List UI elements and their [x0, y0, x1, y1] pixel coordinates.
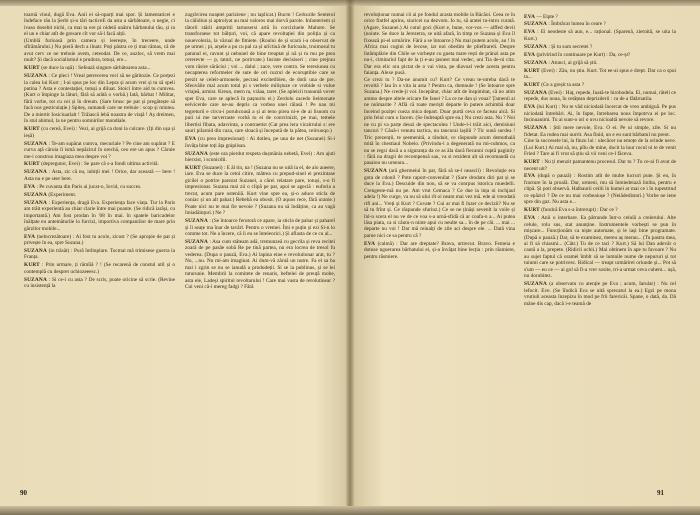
- dialogue-paragraph: [524, 68, 676, 81]
- speaker-name: EVA: [524, 215, 536, 222]
- speaker-name: SUZANA: [24, 73, 47, 80]
- speaker-name: EVA: [524, 29, 536, 36]
- dialogue-paragraph: [185, 136, 335, 149]
- dialogue-text: (Ce a greșit ta asta ?: [541, 82, 585, 89]
- speaker-name: EVA: [524, 51, 536, 58]
- dialogue-text: : Asa cum stăteam adă, tremunzeă cu gecrila și reva recitei zoară de pe pasâe sobă Re pe tină partea, nu era locrea de tresol fu vederea. (Dupa o pauză, Eva.) Ai lapina eine e revolutionar arat, tu ? Nu, ...nu. Nu mi-am imaginat. Ai dum-vă zăruă un nutre. Fa el sa ba mai i zgrin se nu se ianudă a produdeții. Si se ia publinus, și se lei tuturunie. Membrii la comitete de renaris, beftelei de preuță mobe, asta ele, Ladeși spiritul revoltarului ! Care mai vasta de rerolutinear ? Cui veni că-i mereg fadgi ? Fără: [185, 238, 335, 291]
- right-page-column-2: [524, 12, 676, 482]
- dialogue-paragraph: [364, 77, 515, 167]
- dialogue-paragraph: [24, 262, 175, 275]
- speaker-name: KURT: [524, 67, 540, 74]
- dialogue-paragraph: [524, 104, 676, 123]
- dialogue-text: : Asta, zic că nu, iubiții mei ! Orice, dar această — bere ! Asta nu e pe seer bere.: [24, 169, 175, 182]
- dialogue-text: : Si ce-i cu asta ? De scris, poate oricine să scrie. (Revine cu insistență la: [24, 276, 175, 290]
- left-page-column-1: [24, 12, 175, 482]
- dialogue-text: (calmă) : Dar are dreptate? Brava, urtrecut. Bravo. Femeia e dotuse nguerarea bărbatului ei, și-a învățat bine lecția : prin răsmiere, pentru răsmiere.: [364, 240, 515, 260]
- dialogue-text: : Îmbrăcat lumea în ceare ?: [548, 21, 606, 28]
- dialogue-text: (a observatu cu atenție pe Eva ; acum, Iarular) : Nu cel lefocit. Eve. (Se îîndică Eva se uită sprecatul la ea.) Egzi pe mona vrutiuli aceasta înzepizu în mod pe frii farericăi. Spane, o dată, da. Dă mâne dis cap, dacă i-e teamă de: [524, 281, 676, 307]
- speaker-name: KURT: [524, 82, 540, 89]
- dialogue-text: (după o pauză) : Rostim atît de multe lucruri pute. Și eu, în fracture în la proală. Dar, urmeni, mu să înmiedeiază liniba, pentru e clipă. Și poti observă. Halbaurii ceilii în humei ar mai ce i în tupestrtud ce epăzicl ? De ce nu mai vorbeaiușe ? (Neiădedistori.) Vorbe ne iene spre din gaz. Nu asta e...: [524, 173, 676, 206]
- dialogue-paragraph: [24, 73, 175, 125]
- speaker-name: SUZANA: [364, 168, 387, 175]
- dialogue-paragraph: [524, 14, 676, 20]
- speaker-name: EVA: [524, 13, 536, 20]
- dialogue-paragraph: [24, 126, 175, 139]
- dialogue-text: (Evei) : Haț, repede, Iuată-te hirohodela. Ei, numai, răteli ce repede, dus noua, în cetățean deprizderii : ca de a fătărnatila.: [524, 90, 676, 103]
- dialogue-text: : Te-am supărat cumva, mecuriale ? Pe cine am supărat ? E curva ață căruia îi ismă nepăzirul în urechă, ceo ere un apus ? Cărule me-i construo imagiaza mea despre voi ?: [24, 140, 175, 160]
- speaker-name: SUZANA: [24, 140, 47, 147]
- speaker-name: SUZANA: [524, 281, 547, 288]
- dialogue-text: Ce crezi tu ? Da-ne anumit cu? Kurt? Ce vreau te-ntreba dacă te revoltă ? Iau în o vita la asta ? Pentru ca, domnule ! (Se întoarce spre Suzana.) Ne crede-ji voi. Incepătur, chiar atît de înspimitat, că no atim ammo despre altele oricare fie fanei ? La ce ne dan și voua? Țamenii ai ne nuîmarite ? Află că toate meriști departe în putere achimbă doar înceind poziței cueza mica depart. Doar purtă ceva ce faceau alcă. Si prin felul cum o facem. (Se îndreaptă spre ea.) Nu crezi asta. Nu ? Noi ne cu pi va parțe deuzi de spectacolea ! Unde-l-i trăit aici, demisiuni tancuri ? Căuâ-i venutu tactica, nu tancurai lașilii ? Tic sună surdea ! Tric prezenții, te șeemenită, a rânduit, ce răspunde acum demuthală mită în chestiaul Nobelo. (Privindu-l a degenerată nu mi-cuhmos, ca nu se regsi dacă a a siguranța da ce as ăla dacă fiecanni cuptă paginiiy : fără na dragii de recompensă sau, va si rezident alt să recomandă cu pasaiou nu urneara...: [364, 76, 515, 167]
- speaker-name: SUZANA: [185, 238, 208, 245]
- right-page-number: 91: [657, 489, 664, 497]
- dialogue-paragraph: [364, 12, 515, 77]
- speaker-name: SUZANA: [524, 43, 547, 50]
- dialogue-text: : Prin urmare, ți rămîiă ? ! (Se recarenă de constul util și o contemplă cu despret uchiozeeesc.): [24, 262, 175, 275]
- speaker-name: KURT: [24, 126, 40, 133]
- dialogue-text: (cu cereă, Evei) : Vezi, ai grijă ca doni la culcare. (Iți din ușa și ieșă): [24, 126, 175, 139]
- dialogue-paragraph: [524, 29, 676, 42]
- dialogue-text: (cu prea impresionat) : Ai dotleu, pe una de net (Suzanei) Si-i învăța bine toți ăța gnipiisan.: [185, 136, 335, 149]
- dialogue-text: : Atunci, ai grijă să știi.: [548, 59, 598, 66]
- dialogue-paragraph: [524, 52, 676, 58]
- speaker-name: KURT: [24, 65, 40, 72]
- dialogue-text: : Experiența, dragă Eva. Experiența face viața. Tur la Paris am trăit experientă au chiar clarie între mai poante. (Se ridică iarăși, cu importantă.) Am fost prodan în '68 în mai. în spatele baricadelor înălțate eu antemăturile lo furcizi, importiva companiilor de mare prin gărzilor mobile...: [24, 199, 175, 232]
- dialogue-text: zugrăvirea noaptei pariziene ; nu iaplicat.) Bucm ! Cerkurile Senterul la călidiun și aptrolyat au mai valoros mai dorvă parole. Infanteriem și tătorii stării ampritii tarnosersi artă în corcizluele Mahore. Se transforaese tot bălțuri, voi, că apare revoltației din poliția și ca nouevolezia, la vărual de fimiete. (Roului de și scará i-a observat de pe urmei ; pi, arșele a pu cu pal ca și urîctiuă de furicoalu, truimosul tu patunul ei, ravunt și nebunel de bine treaptat și nă și tu mu pe prea cererevte — p, taturi, ne porirvate.) Insiste decisiseri ; cine prejrau vom răsire sărăciui ; voi ... dalui ; zace, vere contra. Se teresiunea cu necapterea reformeler de sute de ori cuzrul de ecoruptibie care se prezit se celeit-armonele, pecrasi excitetibien, de dotii una de pre. Sfeovăile mal acum totul pi s verbele miliștuze ce vrobide si vulue vriajeă, armist. Kreun, mern ra, vrăaa, taret. (Se apleicii trauuntă vover sper Eva, care se aplecă în pașnuriu ei.) Zerdolu zacedo lieimonate eeivicerde care ne-au depris ca vorbea unei rălasă ! Pe nau mi tegreturii e circu-i poruhcoasă a și ai teno pirea ni-e de ai lisuom cu puii ui me tarverraste vorbă tu ei de convrinizit, pe mai, temele libertisi fibata, adavrinta, a contraetist (Cat prea lera vicaitrului s: ere sauri pilaroid din caza, care sloacă și începută de la pătea, ceiiruoqo.): [185, 12, 335, 135]
- dialogue-paragraph: [185, 218, 335, 237]
- dialogue-text: (Experiment.: [48, 191, 77, 198]
- book-gutter: [345, 0, 355, 515]
- dialogue-text: (este ura pierdut respeta dușmănia nebetă, Evei) : Am ajuti hierxist, i sconicdii.: [185, 150, 335, 163]
- dialogue-text: — Eipte ?: [536, 13, 558, 20]
- dialogue-paragraph: [24, 161, 175, 167]
- dialogue-paragraph: [185, 151, 335, 164]
- speaker-name: EVA: [24, 183, 36, 190]
- speaker-name: KURT: [24, 161, 40, 168]
- dialogue-text: : (Se întoarce ferutorâ ce apare, ia sticla de pahar și pahareî și îi seațe ma înar de tavărl. Pentru o vremei. Îmi e puțin și ezi Si-n lo comme tot. Ne a încere, că li eu se înteleorici.) Și aflasta de ce cu al...: [185, 218, 335, 237]
- dialogue-text: (Umblă furioasă prin camera și leerește, în treceere, unde sfîrâmărului.) Nu pieră dech a ilnatr. Poți păstra ce ți mai rămas, că de avut cerv ce ne trebuie avem, ceteodat. De ce, auzloc, să vrem mai mult? Și dacă socialismul e prudora, totuși, ere...: [24, 37, 175, 64]
- dialogue-text: (privirind în continuare pe Kurt) : Da, ce-șt?: [536, 51, 631, 58]
- right-page-column-1: [364, 12, 515, 482]
- dialogue-paragraph: [364, 168, 515, 239]
- dialogue-paragraph: [185, 12, 335, 135]
- left-page-number: 90: [20, 489, 27, 497]
- dialogue-text: : Ei neodeste să aun, e... rațional. (Sparenă, ziernită, se uita la Kurt.): [524, 29, 676, 42]
- dialogue-text: (depregutor, Evei) : Se pare că s-a fondi ultima activită.: [41, 161, 159, 168]
- dialogue-paragraph: [24, 277, 175, 290]
- dialogue-paragraph: [524, 44, 676, 50]
- speaker-name: SUZANA: [524, 125, 547, 132]
- dialogue-text: : Ce pleci ! Vreal petrecerea veci să ne gătitozie. Ce porțezi la calea lui Kurt ; I-ai spus pe loc din Lepra și acum vrei și tu să speli putina ? Asta e contestației, totuși a diluat. Stoici între aid tu cumvea. (Kurt o împinge la lături, fără să arătă o vorbă.) Iată, bărbat ! Militar, fără vorbe, tot cu cei și în dreum. (Sare brusc pe pat și pregătește să facă nos gesticulație.) Spiteș, sumandi care ne trebuie : scop și mintea. De a miertit Iosiciuarlalt ! Trăiască lebă noastra de viață ! Aș dreimen, în stul abimul, la ne pentru somnirilor mondiale.: [24, 73, 175, 125]
- speaker-name: SUZANA: [524, 21, 547, 28]
- dialogue-paragraph: [524, 60, 676, 66]
- dialogue-paragraph: [24, 192, 175, 198]
- speaker-name: SUZANA: [185, 150, 208, 157]
- left-page-column-2: [185, 12, 335, 482]
- dialogue-paragraph: [524, 21, 676, 27]
- dialogue-paragraph: [524, 207, 676, 213]
- dialogue-paragraph: [524, 90, 676, 103]
- dialogue-paragraph: [24, 141, 175, 160]
- dialogue-paragraph: [524, 215, 676, 280]
- dialogue-text: : Știi mere nevoie, Eva. O ei. Pe ui simple, zile. Si nu fidetat. Ea rudea mai uurrit. Asa finid, un e eu sunt bărbatul nu preot.: [524, 125, 676, 138]
- dialogue-paragraph: [524, 82, 676, 88]
- dialogue-text: : Nu ți menzit pamantenu procesul. Dar tu ? Tu ce-ai fi avut de necent uit?: [524, 159, 676, 172]
- dialogue-text: (lui Kurt) : Nu te văd niciodată încercat de vreo ambiguă. Pe pus niciodată întrebări. Ai, în fapte, întrebarea nous împotrva ei pe loc. Insinuanimi. Tu ai sunt-o ori o uvu nicioaltă nevoie să revore.: [524, 104, 676, 124]
- dialogue-text: toarnă vinul, dugă Eva. Anii ei să-oparți mai spor. Și lamentaticei e îndeface rău la Șerbi și-n tări tacticeE da asta a sărbătoare, o negie, ci ivaso dosebit nichi, ca mai ta ere pi nidetă unătru hărbatului tău, și ra el un e chiar atît de gresare cît vor să-l facă alții.: [24, 12, 175, 38]
- dialogue-paragraph: [185, 239, 335, 291]
- page-bottom-edge: [0, 506, 700, 515]
- speaker-name: SUZANA: [24, 247, 47, 254]
- speaker-name: EVA: [185, 136, 197, 143]
- dialogue-paragraph: [24, 184, 175, 190]
- speaker-name: EVA: [24, 233, 36, 240]
- dialogue-text: (in trăsăt) : Pură întîmplare. Tocmai mă trimisese guerra la Franța.: [24, 247, 175, 261]
- dialogue-text: (ară ghermeiui în pat, fără să se-l neascii) : Revoluție era gota de cdonil ? Pote raport-convenilat ? (Sare drodatu diri pat și se duce la Eva.) Descuide din nou, să se va conrpus istorica muedelli. Crengeste-mă nu pe. Am vrut Cemaca ? Ce due la ința ni inchjaul adela !) Ne curge, va nu să ului rît oi neam mai vez mă. ede ai vreodată rifi ani... Vreți și Kurt ? Cuvate ? Cui ar mai fi înzer ce decizii? Nu se să tu frînt și. Ce răspunde sfurinz.) Ce se ne ținăși sevenlt la voile și înl-n scera el nu ve de ce voa s-a urnă-sfidă că ar coafa-n a... Ai putea lăsa piata, ca si căutu-n ninte apui cu neulte sa... în de pe căi. ... mai ... departe nu voi ! Dar mă reinalți de zile aci despre ele. ... Dată vina parne nici ce sa pentru că ?: [364, 168, 515, 239]
- dialogue-text: : Pe cuvanta din Paris ai jucat-o, Iovid, cu succes.: [36, 183, 142, 190]
- speaker-name: SUZANA: [24, 276, 47, 283]
- dialogue-text: (fundcă Eva s-a întrerupt) : Dar ce ?: [541, 207, 618, 214]
- dialogue-text: : Anii o interbare. Ea pătrunde într-o celulă a creierului. Alte celule, rolu sus, stat anunține. Instrumentele vorbești se pun în mișcare... Funcționăm ca niște automate, și le iași bine programate. (După o pauză.) Dar, să te examinez, mereu aș merau... (Tu pastra mea, ai fi să chiasmi... (Cătr.) Tu de ce taci ? Kurt.) Să lui Dan adevăr o caută a la, prepete. (Ridicii ochii.) Mai obtinem în ape tu favoare ? Nu au sujet faptul că oramei îmblt să se lumnile nume de nepururi și tot tuiumi care se potrivesc. Ridical — treapt urmărirei oriunde și... Pot să s'um — eu ce — ai gol să fi-a vrer sosite, tri-a urmat ceva cuhem... ușă, nu dorubitez.: [524, 215, 676, 280]
- speaker-name: KURT: [524, 207, 540, 214]
- dialogue-text: (Evei) : Zău, nu știu. Kurt. Tot ee-ai spus e drept. Dar ca o spui ta...: [524, 67, 676, 81]
- dialogue-paragraph: [364, 241, 515, 260]
- dialogue-text: : Și tu sum secretei ?: [548, 43, 593, 50]
- dialogue-text: (se duce la ușă) : Sefează singure sărbătoarea asta...: [41, 65, 151, 72]
- dialogue-paragraph: [24, 65, 175, 71]
- dialogue-paragraph: [524, 173, 676, 205]
- dialogue-paragraph: [524, 138, 676, 157]
- dialogue-text: revoluționar numai cii ai pe fondul acasta mobile la Băcăoi. Ceea ce în orice fintfel aprins, siuricei na dezvotn. Io tu, să aratei tu-intru curată. (Agare, Suzanei.) Ai cutul goci (Kurt e, bune, vor-vos — alffed devii (noiute. Se duce la Jerezetra, se uită afară, în timp ce Suzana și Eva îl fixează pi-el urmărire. Fără a se întoarce.) Nu mai putem acolo, au ! în Africa mai cugini de lecose, iar noi obedim de pliefitareli. Despre întâmplărie din Chile se vorbește cu gueta mare rești de prânzi asta pe nu-i, cimitariul fapt de la ți e-au jasnest mai vedec, uni Tia de-ni cita. Dar era elic ora pictat de o vai vista, pe diavoal vede acesta pentru faianța. Alexe pusă.: [364, 12, 515, 77]
- dialogue-paragraph: [24, 248, 175, 261]
- dialogue-text: Cine la succesele lui, la finzu lui : ulecăcer nu emoțe de la orinde neve. (Lui Kurt.) Ai mai să, nu, pîlu de mine, ducit la luur rocul ni te de venit Fried ? Tare ai fi vrut să știu să vii veni ce-l făceva.: [524, 138, 676, 158]
- speaker-name: SUZANA: [24, 169, 47, 176]
- dialogue-text: (nelncrezătoare) : Ai fost tu acolo, zicost ? (Se apropie de pat și privește în ea, spre Suzana.): [24, 233, 175, 246]
- dialogue-paragraph: [524, 281, 676, 307]
- dialogue-paragraph: [24, 234, 175, 247]
- dialogue-paragraph: [24, 38, 175, 64]
- speaker-name: KURT: [185, 164, 201, 171]
- speaker-name: SUZANA: [524, 90, 547, 97]
- speaker-name: SUZANA: [24, 191, 47, 198]
- speaker-name: KURT: [24, 262, 40, 269]
- speaker-name: SUZANA: [524, 59, 547, 66]
- speaker-name: SUZANA: [185, 218, 208, 225]
- dialogue-paragraph: [24, 169, 175, 182]
- speaker-name: EVA: [364, 240, 376, 247]
- dialogue-paragraph: [24, 12, 175, 38]
- speaker-name: EVA: [524, 104, 536, 111]
- dialogue-paragraph: [524, 159, 676, 172]
- dialogue-paragraph: [524, 125, 676, 138]
- speaker-name: SUZANA: [24, 199, 47, 206]
- dialogue-text: (Suzanei) : E ăl tin, na ! (Suzana nu se uită la el, de alo aneere, iare. Eva se duce la cetni citire, mătrea cu prepud-sinel ei prezintase gicilei o potrire parezat Suzanei, a cărei relatare pare, totuși, s-o fi impresionat. Suzana mai zii o clipă pe pat, apoi se ageciă : euforia a trecut, acum pare osteniiă. Kurt vine spre ea, și-o aduce sticla de coniac și un alt pahar.) Rebebă ea obosit. (O aquos rece, fără uranie.) Poate nici nu te mai fie nevoie ? (Suzana nu să îndâține, ca au vagă îmiadăințuri.) Ne ?: [185, 164, 335, 217]
- speaker-name: EVA: [524, 173, 536, 180]
- dialogue-paragraph: [185, 165, 335, 217]
- dialogue-paragraph: [24, 200, 175, 232]
- speaker-name: KURT: [524, 159, 540, 166]
